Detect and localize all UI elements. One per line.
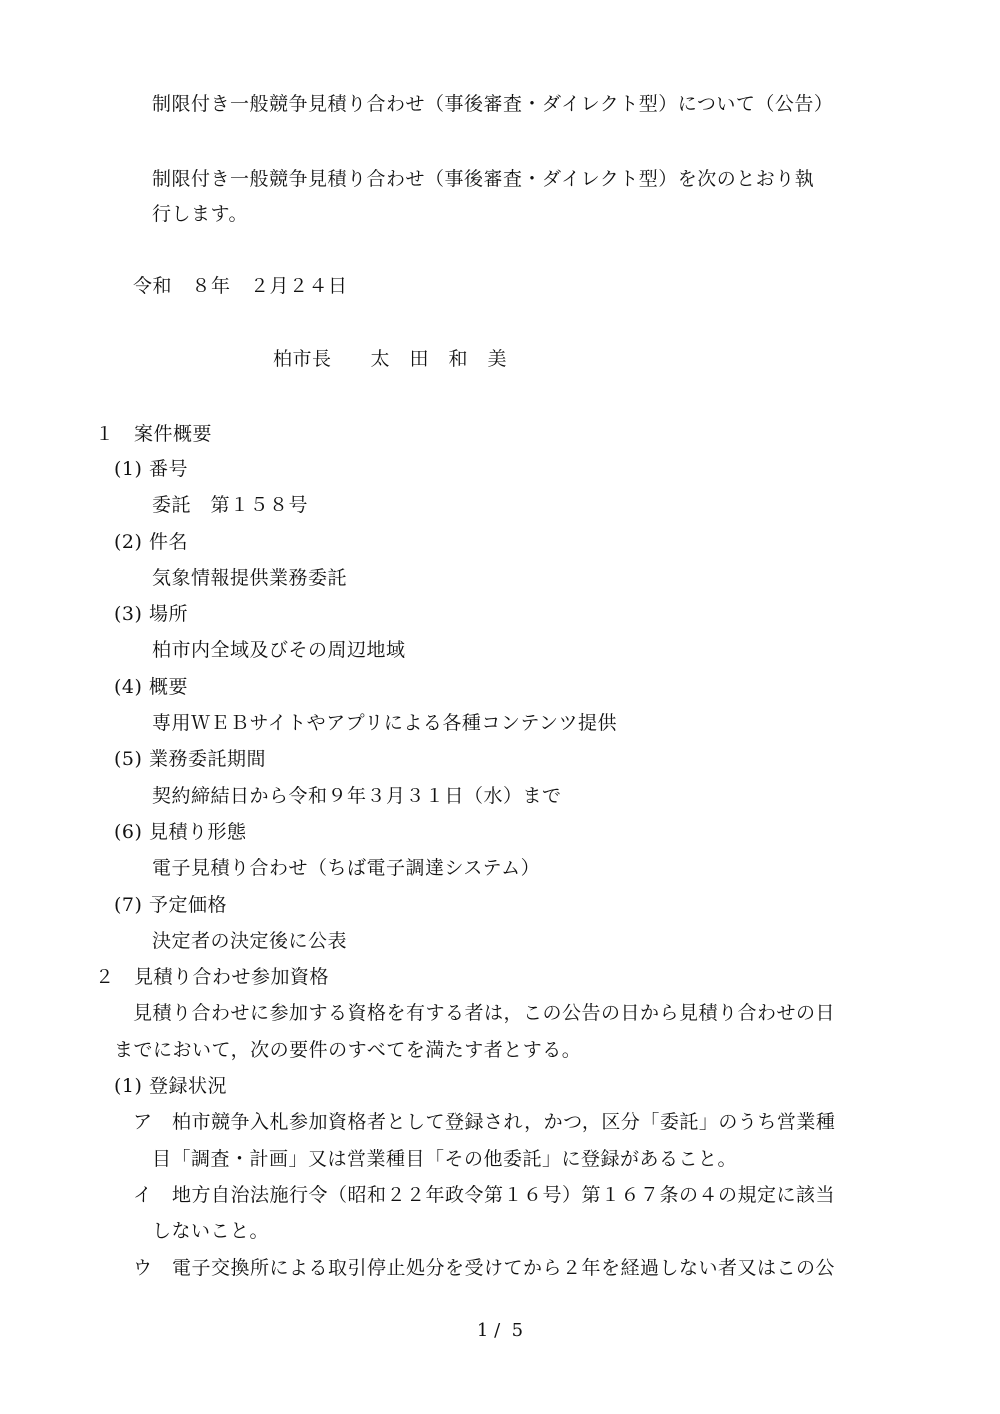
item-2-label: (2) 件名 (114, 531, 188, 553)
notice-title: 制限付き一般競争見積り合わせ（事後審査・ダイレクト型）について（公告） (152, 93, 834, 115)
item-a-line-2: 目「調査・計画」又は営業種目「その他委託」に登録があること。 (152, 1148, 738, 1170)
section-2-paragraph-line-1: 見積り合わせに参加する資格を有する者は，この公告の日から見積り合わせの日 (133, 1002, 836, 1024)
item-4-value: 専用ＷＥＢサイトやアプリによる各種コンテンツ提供 (152, 712, 617, 734)
section-2-heading: ２ 見積り合わせ参加資格 (95, 966, 330, 988)
item-7-value: 決定者の決定後に公表 (152, 930, 348, 952)
item-3-label: (3) 場所 (114, 603, 188, 625)
item-u-line-1: ウ 電子交換所による取引停止処分を受けてから２年を経過しない者又はこの公 (133, 1257, 836, 1279)
item-1-value: 委託 第１５８号 (152, 494, 309, 516)
item-1-label: (1) 番号 (114, 458, 188, 480)
item-5-value: 契約締結日から令和９年３月３１日（水）まで (152, 785, 562, 807)
item-i-line-1: イ 地方自治法施行令（昭和２２年政令第１６号）第１６７条の４の規定に該当 (133, 1184, 836, 1206)
item-7-label: (7) 予定価格 (114, 894, 227, 916)
section-1-heading: １ 案件概要 (95, 423, 213, 445)
section-2-paragraph-line-2: までにおいて，次の要件のすべてを満たす者とする。 (114, 1039, 582, 1061)
intro-line-2: 行します。 (152, 203, 248, 225)
intro-line-1: 制限付き一般競争見積り合わせ（事後審査・ダイレクト型）を次のとおり執 (152, 168, 815, 190)
item-6-label: (6) 見積り形態 (114, 821, 247, 843)
page-number: 1 / 5 (476, 1320, 524, 1341)
item-i-line-2: しないこと。 (152, 1220, 270, 1242)
issuer-name: 柏市長 太 田 和 美 (273, 348, 508, 370)
item-4-label: (4) 概要 (114, 676, 188, 698)
item-2-value: 気象情報提供業務委託 (152, 567, 348, 589)
item-a-line-1: ア 柏市競争入札参加資格者として登録され，かつ，区分「委託」のうち営業種 (133, 1111, 836, 1133)
notice-date: 令和 ８年 ２月２４日 (133, 275, 348, 297)
item-6-value: 電子見積り合わせ（ちば電子調達システム） (152, 857, 541, 879)
sub-1-label: (1) 登録状況 (114, 1075, 227, 1097)
item-5-label: (5) 業務委託期間 (114, 748, 266, 770)
item-3-value: 柏市内全域及びその周辺地域 (152, 639, 406, 661)
